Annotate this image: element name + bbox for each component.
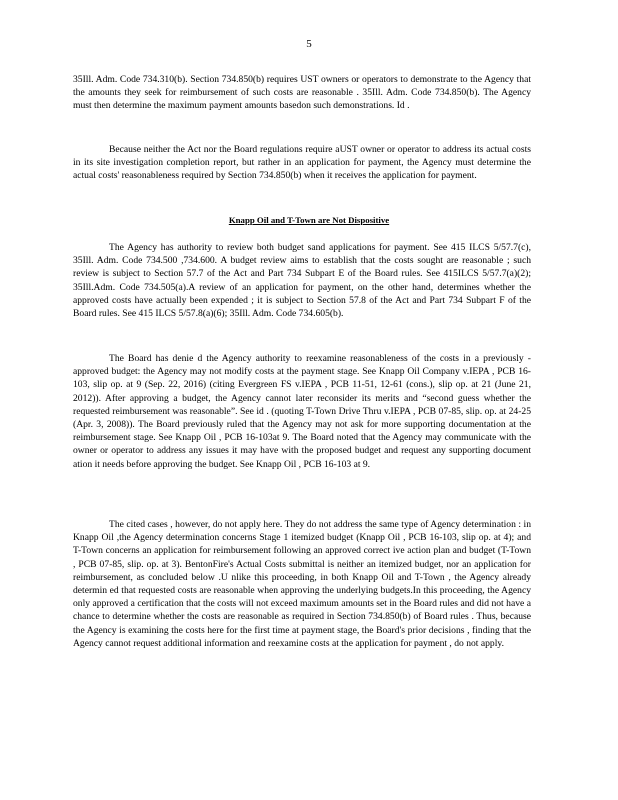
paragraph-4: The Board has denie d the Agency authority to reexamine reasonableness of the costs in a previously -approved budget: the Agency may not modify costs at the payment stage. See Knapp Oil Company v.IEPA , PCB 16-103, slip op. at 9 (Sep. 22, 2016) (citing Evergreen FS v.IEPA , PCB 11-51, 12-61 (cons.), slip op. at 21 (June 21, 2012)). After approving a budget, the Agency cannot later reconsider its merits and “second guess whether the requested reimbursement was reasonable”. See id . (quoting T-Town Drive Thru v.IEPA , PCB 07-85, slip. op. at 24-25 (Apr. 3, 2008)). The Board previously ruled that the Agency may not ask for more supporting documentation at the reimbursement stage. See Knapp Oil , PCB 16-103at 9. The Board noted that the Agency may communicate with the owner or operator to address any issues it may have with the proposed budget and request any supporting document ation it needs before approving the budget. See Knapp Oil , PCB 16-103 at 9. bbox=[73, 353, 531, 470]
section-heading bbox=[0, 215, 618, 225]
paragraph-2: Because neither the Act nor the Board regulations require aUST owner or operator to address its actual costs in its site investigation completion report, but rather in an application for payment, the Agency must determine the actual costs' reasonableness required by Section 734.850(b) when it receives the application for payment. bbox=[73, 144, 531, 182]
paragraph-3: The Agency has authority to review both budget sand applications for payment. See 415 ILCS 5/57.7(c), 35Ill. Adm. Code 734.500 ,734.600. A budget review aims to establish that the costs sought are reasonable ; such review is subject to Section 57.7 of the Act and Part 734 Subpart E of the Board rules. See 415ILCS 5/57.7(a)(2); 35Ill.Adm. Code 734.505(a).A review of an application for payment, on the other hand, determines whether the approved costs have actually been expended ; it is subject to Section 57.8 of the Act and Part 734 Subpart F of the Board rules. See 415 ILCS 5/57.8(a)(6); 35Ill. Adm. Code 734.605(b). bbox=[73, 242, 531, 320]
section-heading-text: Knapp Oil and T-Town are Not Dispositive bbox=[228, 215, 390, 225]
paragraph-5: The cited cases , however, do not apply here. They do not address the same type of Agency determination : in Knapp Oil ,the Agency determination concerns Stage 1 itemized budget (Knapp Oil , PCB 16-103, slip op. at 4); and T-Town concerns an application for reimbursement following an approved correct ive action plan and budget (T-Town , PCB 07-85, slip. op. at 3). BentonFire's Actual Costs submittal is neither an itemized budget, nor an application for reimbursement, as concluded below .U nlike this proceeding, in both Knapp Oil and T-Town , the Agency already determin ed that requested costs are reasonable when approving the underlying budgets.In this proceeding, the Agency only approved a certification that the costs will not exceed maximum amounts set in the Board rules and did not have a chance to determine whether the costs are reasonable as required in Section 734.850(b) of Board rules . Thus, because the Agency is examining the costs here for the first time at payment stage, the Board's prior decisions , finding that the Agency cannot request additional information and reexamine costs at the application for payment , do not apply. bbox=[73, 519, 531, 649]
page-number: 5 bbox=[306, 38, 312, 50]
paragraph-1: 35Ill. Adm. Code 734.310(b). Section 734.850(b) requires UST owners or operators to demonstrate to the Agency that the amounts they seek for reimbursement of such costs are reasonable . 35Ill. Adm. Code 734.850(b). The Agency must then determine the maximum payment amounts basedon such demonstrations. Id . bbox=[73, 74, 531, 112]
